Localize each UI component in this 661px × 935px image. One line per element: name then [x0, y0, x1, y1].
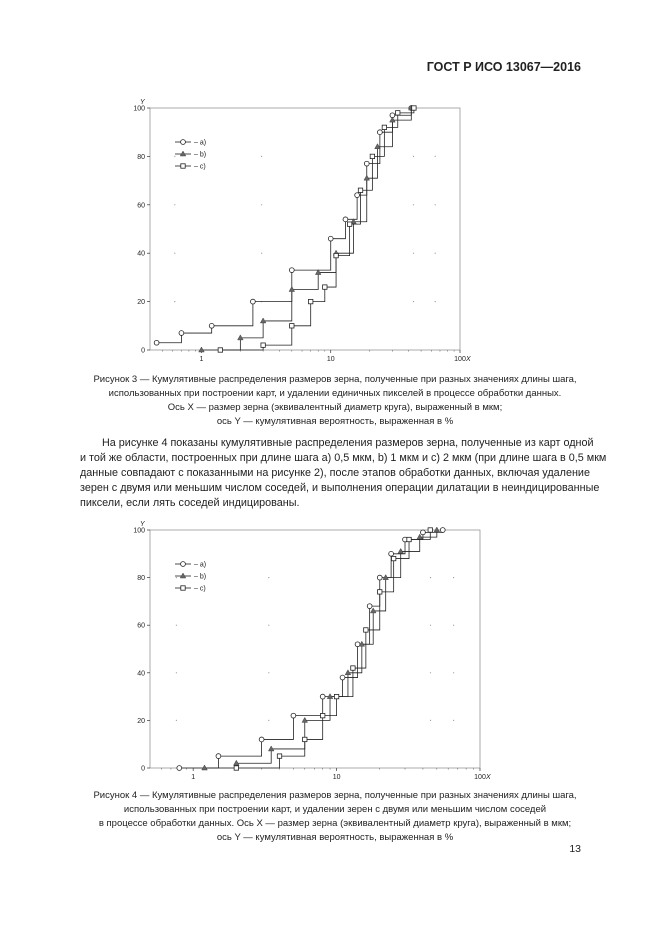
y-tick-label: 0: [141, 765, 145, 773]
legend-label-0: – а): [194, 561, 207, 569]
point-0-9: [389, 551, 394, 556]
point-1-8: [375, 144, 381, 149]
grid-dot: [176, 672, 177, 673]
grid-dot: [435, 204, 436, 205]
point-2-7: [378, 590, 382, 594]
caption-line: ось Y — кумулятивная вероятность, выраженная в %: [216, 832, 454, 843]
grid-dot: [268, 625, 269, 626]
grid-dot: [435, 301, 436, 302]
grid-dot: [435, 253, 436, 254]
y-tick-label: 60: [137, 202, 145, 210]
point-0-5: [340, 675, 345, 680]
grid-dot: [268, 720, 269, 721]
figure-4-caption: [40, 789, 630, 845]
point-2-4: [323, 285, 327, 289]
grid-dot: [430, 625, 431, 626]
grid-dot: [430, 720, 431, 721]
grid-dot: [261, 253, 262, 254]
point-2-9: [382, 125, 386, 129]
y-axis-label: Y: [140, 99, 145, 106]
grid-dot: [176, 577, 177, 578]
legend-label-2: – с): [194, 585, 206, 593]
y-tick-label: 80: [137, 575, 145, 583]
y-tick-label: 100: [133, 527, 145, 535]
point-legend-1: [180, 151, 186, 156]
caption-line: Ось X — размер зерна (эквивалентный диаметр круга), выраженный в мкм;: [167, 402, 503, 413]
point-2-4: [334, 694, 338, 698]
point-2-7: [358, 188, 362, 192]
grid-dot: [413, 301, 414, 302]
point-1-2: [260, 318, 266, 323]
point-0-1: [216, 754, 221, 759]
point-0-2: [209, 323, 214, 328]
x-axis-label: X: [466, 356, 471, 363]
point-1-3: [302, 717, 308, 722]
paragraph-line: зерен с двумя или меньшим числом соседей, и выполнения операции дилатации в неиндицированные: [80, 482, 600, 494]
x-tick-label: 1: [199, 356, 204, 363]
point-0-4: [289, 268, 294, 273]
caption-line: использованных при построении карт, и удалении зерен с двумя или меньшим числом соседей: [123, 804, 547, 815]
point-legend-1: [180, 573, 186, 578]
point-1-7: [364, 175, 370, 180]
body-paragraph: [80, 436, 607, 511]
x-tick-label: 10: [326, 356, 335, 363]
y-tick-label: 0: [141, 347, 145, 355]
x-tick-label: 10: [332, 774, 341, 781]
point-2-9: [407, 537, 411, 541]
x-tick-label: 100: [474, 774, 486, 781]
paragraph-line: и той же области, построенных при длине шага а) 0,5 мкм, b) 1 мкм и с) 2 мкм (при длине шага в 0,5 мкм: [80, 452, 607, 464]
grid-dot: [413, 253, 414, 254]
point-0-11: [421, 530, 426, 535]
point-1-1: [234, 760, 240, 765]
x-axis-label: X: [486, 774, 491, 781]
series-line-1: [205, 530, 437, 768]
point-2-2: [290, 324, 294, 328]
grid-dot: [413, 156, 414, 157]
point-1-9: [390, 117, 396, 122]
point-2-6: [347, 222, 351, 226]
point-legend-0: [181, 140, 186, 145]
series-line-2: [220, 108, 414, 350]
point-2-5: [351, 666, 355, 670]
point-0-8: [377, 575, 382, 580]
caption-line: ось Y — кумулятивная вероятность, выраженная в %: [216, 416, 454, 427]
point-0-7: [355, 193, 360, 198]
point-2-10: [428, 528, 432, 532]
y-tick-label: 80: [137, 153, 145, 161]
point-0-8: [364, 161, 369, 166]
x-tick-label: 1: [191, 774, 196, 781]
point-1-3: [289, 287, 295, 292]
grid-dot: [430, 577, 431, 578]
point-1-7: [370, 608, 376, 613]
point-0-3: [291, 713, 296, 718]
point-1-0: [199, 347, 205, 352]
point-2-3: [320, 713, 324, 717]
series-line-2: [236, 530, 430, 768]
point-1-5: [345, 670, 351, 675]
caption-line: использованных при построении карт, и удалении единичных пикселей в процессе обработки данных.: [108, 388, 562, 399]
x-tick-label: 100: [454, 356, 466, 363]
point-1-0: [202, 765, 208, 770]
paragraph-line: пиксели, если лять соседей индицированы.: [80, 497, 300, 509]
grid-dot: [453, 720, 454, 721]
point-1-11: [434, 527, 440, 532]
grid-dot: [261, 204, 262, 205]
grid-dot: [174, 204, 175, 205]
point-2-1: [261, 343, 265, 347]
grid-dot: [174, 301, 175, 302]
point-legend-0: [181, 562, 186, 567]
point-0-0: [154, 340, 159, 345]
caption-line: Рисунок 4 — Кумулятивные распределения размеров зерна, полученные при разных значениях длины шага,: [93, 790, 577, 801]
grid-dot: [435, 156, 436, 157]
figure-4-chart: [120, 510, 510, 785]
point-0-4: [320, 694, 325, 699]
point-0-3: [250, 299, 255, 304]
point-0-7: [367, 604, 372, 609]
point-2-1: [277, 754, 281, 758]
paragraph-line: данные совпадают с показанными на рисунке 2), после этапов обработки данных, включая удаление: [80, 467, 590, 479]
point-1-4: [327, 694, 333, 699]
y-tick-label: 100: [133, 105, 145, 113]
point-0-12: [440, 528, 445, 533]
point-2-11: [412, 106, 416, 110]
legend-label-0: – а): [194, 139, 207, 147]
point-2-10: [396, 111, 400, 115]
point-2-8: [391, 556, 395, 560]
figure-3-caption: [40, 373, 630, 429]
point-0-0: [177, 766, 182, 771]
grid-dot: [268, 672, 269, 673]
point-2-5: [334, 253, 338, 257]
legend-label-1: – b): [194, 573, 207, 581]
y-tick-label: 20: [137, 717, 145, 725]
y-tick-label: 40: [137, 250, 145, 258]
point-2-3: [308, 299, 312, 303]
point-1-9: [398, 548, 404, 553]
legend-label-1: – b): [194, 151, 207, 159]
page-number: 13: [569, 843, 581, 855]
point-2-0: [234, 766, 238, 770]
point-2-8: [370, 154, 374, 158]
grid-dot: [453, 672, 454, 673]
point-2-6: [364, 628, 368, 632]
y-tick-label: 40: [137, 670, 145, 678]
point-1-1: [238, 335, 244, 340]
point-legend-2: [181, 164, 185, 168]
grid-dot: [413, 204, 414, 205]
grid-dot: [453, 625, 454, 626]
point-0-2: [259, 737, 264, 742]
point-1-2: [268, 746, 274, 751]
paragraph-line: На рисунке 4 показаны кумулятивные распределения размеров зерна, полученные из карт одной: [102, 437, 594, 449]
caption-line: Рисунок 3 — Кумулятивные распределения размеров зерна, полученные при разных значениях длины шага,: [93, 374, 577, 385]
caption-line: в процессе обработки данных. Ось X — размер зерна (эквивалентный диаметр круга), выраженный в мкм;: [98, 818, 572, 829]
grid-dot: [430, 672, 431, 673]
grid-dot: [174, 156, 175, 157]
grid-dot: [176, 720, 177, 721]
point-legend-2: [181, 586, 185, 590]
grid-dot: [453, 577, 454, 578]
grid-dot: [174, 253, 175, 254]
standard-code: ГОСТ Р ИСО 13067—2016: [426, 60, 581, 74]
point-0-9: [377, 130, 382, 135]
point-0-1: [179, 331, 184, 336]
point-1-8: [383, 575, 389, 580]
series-line-0: [179, 530, 442, 768]
grid-dot: [261, 156, 262, 157]
point-0-5: [328, 236, 333, 241]
y-tick-label: 20: [137, 299, 145, 307]
y-tick-label: 60: [137, 622, 145, 630]
figure-3-chart: [120, 90, 500, 365]
point-0-6: [343, 217, 348, 222]
y-axis-label: Y: [140, 521, 145, 528]
grid-dot: [268, 577, 269, 578]
legend-label-2: – с): [194, 163, 206, 171]
point-2-0: [218, 348, 222, 352]
point-2-2: [303, 737, 307, 741]
grid-dot: [176, 625, 177, 626]
